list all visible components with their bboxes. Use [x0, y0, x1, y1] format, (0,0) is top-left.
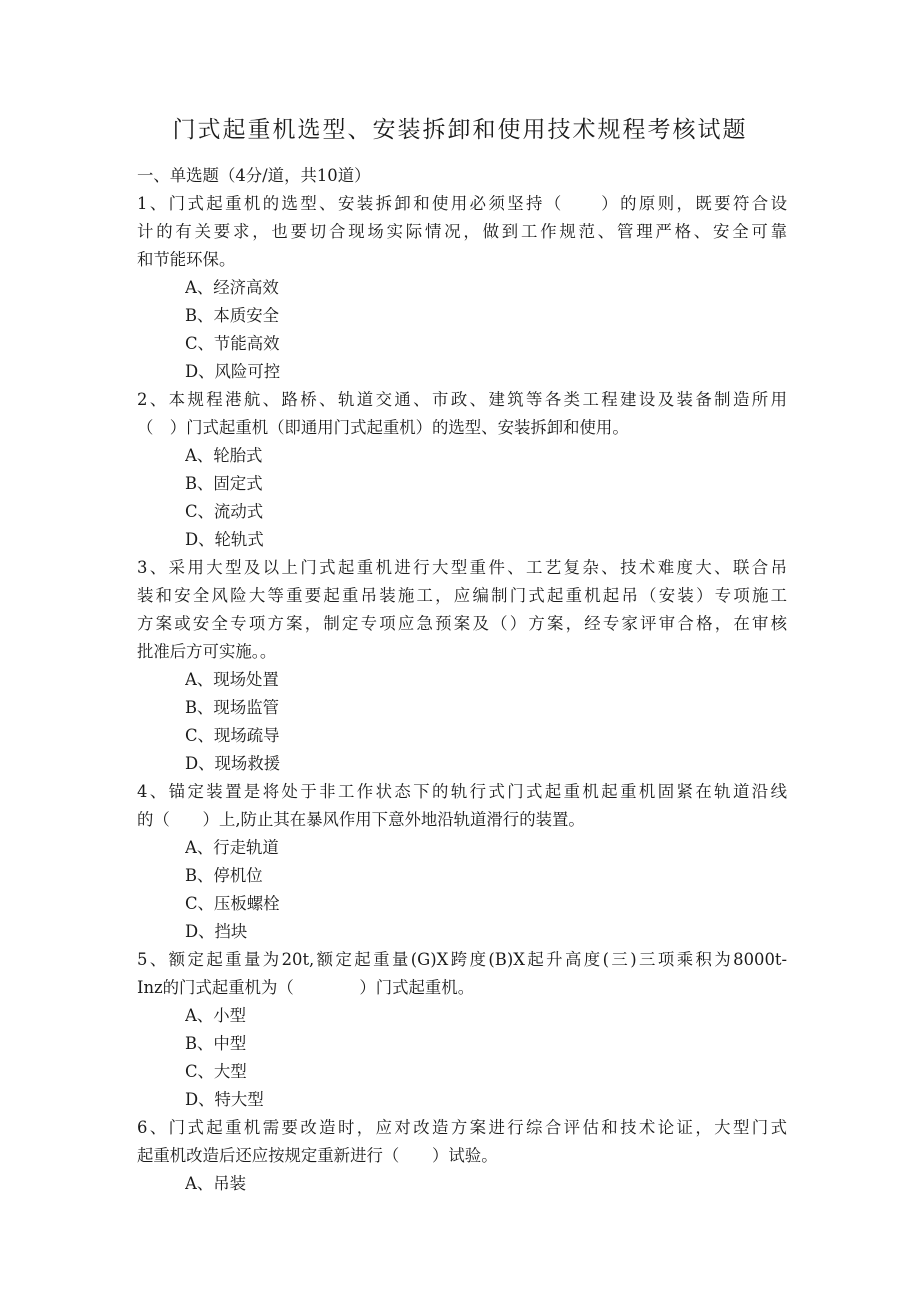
section-heading: 一、单选题（4分/道，共10道）: [137, 166, 371, 185]
question-text-line: 批准后方可实施。。: [137, 642, 277, 661]
option-a: A、现场处置: [185, 670, 279, 689]
option-d: D、现场救援: [185, 754, 281, 773]
option-a: A、经济高效: [185, 278, 279, 297]
question-text-line: 4、锚定装置是将处于非工作状态下的轨行式门式起重机起重机固紧在轨道沿线: [137, 782, 787, 801]
option-c: C、流动式: [185, 502, 264, 521]
option-d: D、特大型: [185, 1090, 264, 1109]
option-d: D、风险可控: [185, 362, 281, 381]
question-text-line: （ ）门式起重机（即通用门式起重机）的选型、安装拆卸和使用。: [137, 418, 629, 437]
question-text-line: 3、采用大型及以上门式起重机进行大型重件、工艺复杂、技术难度大、联合吊: [137, 558, 787, 577]
option-c: C、大型: [185, 1062, 247, 1081]
option-c: C、现场疏导: [185, 726, 280, 745]
option-d: D、轮轨式: [185, 530, 264, 549]
question-text-line: 计的有关要求，也要切合现场实际情况，做到工作规范、管理严格、安全可靠: [137, 222, 787, 241]
page-title: 门式起重机选型、安装拆卸和使用技术规程考核试题: [172, 117, 748, 143]
question-text-line: 的（ ）上,防止其在暴风作用下意外地沿轨道滑行的装置。: [137, 810, 585, 829]
option-b: B、停机位: [185, 866, 263, 885]
option-b: B、现场监管: [185, 698, 279, 717]
option-b: B、固定式: [185, 474, 263, 493]
question-text-line: 起重机改造后还应按规定重新进行（ ）试验。: [137, 1146, 498, 1165]
option-d: D、挡块: [185, 922, 248, 941]
option-a: A、吊装: [185, 1174, 247, 1193]
question-text-line: Inz的门式起重机为（ ）门式起重机。: [137, 978, 475, 997]
question-text-line: 方案或安全专项方案，制定专项应急预案及（）方案，经专家评审合格，在审核: [137, 614, 787, 633]
question-text-line: 5、额定起重量为20t,额定起重量(G)X跨度(B)X起升高度(三)三项乘积为8000t-: [137, 950, 787, 969]
question-text-line: 2、本规程港航、路桥、轨道交通、市政、建筑等各类工程建设及装备制造所用: [137, 390, 787, 409]
option-a: A、轮胎式: [185, 446, 263, 465]
question-text-line: 装和安全风险大等重要起重吊装施工，应编制门式起重机起吊（安装）专项施工: [137, 586, 787, 605]
question-text-line: 6、门式起重机需要改造时，应对改造方案进行综合评估和技术论证，大型门式: [137, 1118, 787, 1137]
option-b: B、中型: [185, 1034, 247, 1053]
option-a: A、小型: [185, 1006, 247, 1025]
option-c: C、压板螺栓: [185, 894, 280, 913]
question-text-line: 1、门式起重机的选型、安装拆卸和使用必须坚持（ ）的原则，既要符合设: [137, 194, 787, 213]
option-a: A、行走轨道: [185, 838, 279, 857]
option-c: C、节能高效: [185, 334, 280, 353]
question-text-line: 和节能环保。: [137, 250, 236, 269]
option-b: B、本质安全: [185, 306, 279, 325]
